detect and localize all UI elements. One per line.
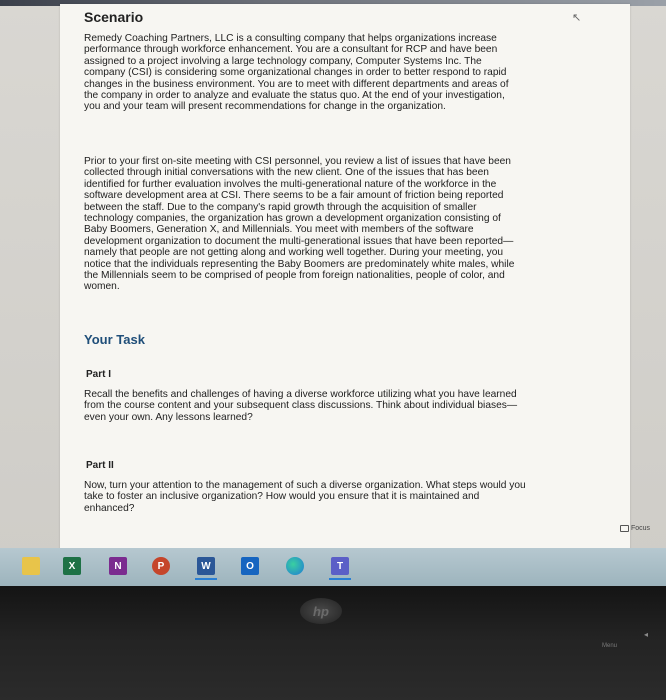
- onenote-icon[interactable]: N: [109, 557, 127, 575]
- mouse-cursor-icon: ↖: [572, 12, 582, 24]
- document-page: [60, 4, 630, 552]
- monitor-menu-label: Menu: [602, 643, 618, 649]
- monitor-button-icon: ◂: [644, 630, 649, 639]
- part-1-text: Recall the benefits and challenges of having a diverse workforce utilizing what you have learned from the course content and your subsequent class discussions. Think about individual biases—even your own. Any lessons learned?: [84, 389, 518, 423]
- part-2-text: Now, turn your attention to the management of such a diverse organization. What steps would you take to foster an inclusive organization? How would you ensure that it is maintained and enhanced?: [84, 480, 526, 514]
- scenario-paragraph-2: Prior to your first on-site meeting with CSI personnel, you review a list of issues that have been collected through initial conversations with the new client. One of the issues that has been identified for further evaluation involves the multi-generational nature of the workforce in the software development area at CSI. There seems to be a fair amount of friction being reported between the staff. Due to the company's rapid growth through the acquisition of smaller technology companies, the organization has grown a development organization consisting of Baby Boomers, Generation X, and Millennials. You meet with members of the software development organization to document the multi-generational issues that have been reported—namely that people are not getting along and working well together. During your meeting, you notice that the individuals representing the Baby Boomers are predominately white males, while the Millennials seem to be comprised of people from foreign nationalities, people of color, and women.: [84, 156, 515, 293]
- teams-icon[interactable]: T: [331, 557, 349, 575]
- focus-icon: [620, 525, 629, 532]
- part-1-label: Part I: [86, 369, 112, 380]
- outlook-icon[interactable]: O: [241, 557, 259, 575]
- focus-label: Focus: [631, 525, 651, 532]
- focus-mode-button[interactable]: [620, 525, 650, 532]
- excel-icon[interactable]: X: [63, 557, 81, 575]
- file-explorer-icon[interactable]: [22, 557, 40, 575]
- scenario-paragraph-1: Remedy Coaching Partners, LLC is a consulting company that helps organizations increase performance through workforce enhancement. You are a consultant for RCP and have been assigned to a project involving a large technology company, Computer Systems Inc. The company (CSI) is considering some organizational changes in order to better respond to rapid changes in the business environment. You are to meet with different departments and areas of the company in order to analyze and evaluate the status quo. At the end of your investigation, you and your team will present recommendations for change in the organization.: [84, 33, 509, 113]
- your-task-heading: Your Task: [84, 332, 145, 347]
- scenario-heading: Scenario: [84, 9, 144, 25]
- part-2-label: Part II: [86, 460, 114, 471]
- edge-icon[interactable]: [286, 557, 304, 575]
- hp-logo: hp: [300, 598, 342, 624]
- word-icon[interactable]: W: [197, 557, 215, 575]
- powerpoint-icon[interactable]: P: [152, 557, 170, 575]
- teams-active-indicator: [329, 578, 351, 580]
- word-active-indicator: [195, 578, 217, 580]
